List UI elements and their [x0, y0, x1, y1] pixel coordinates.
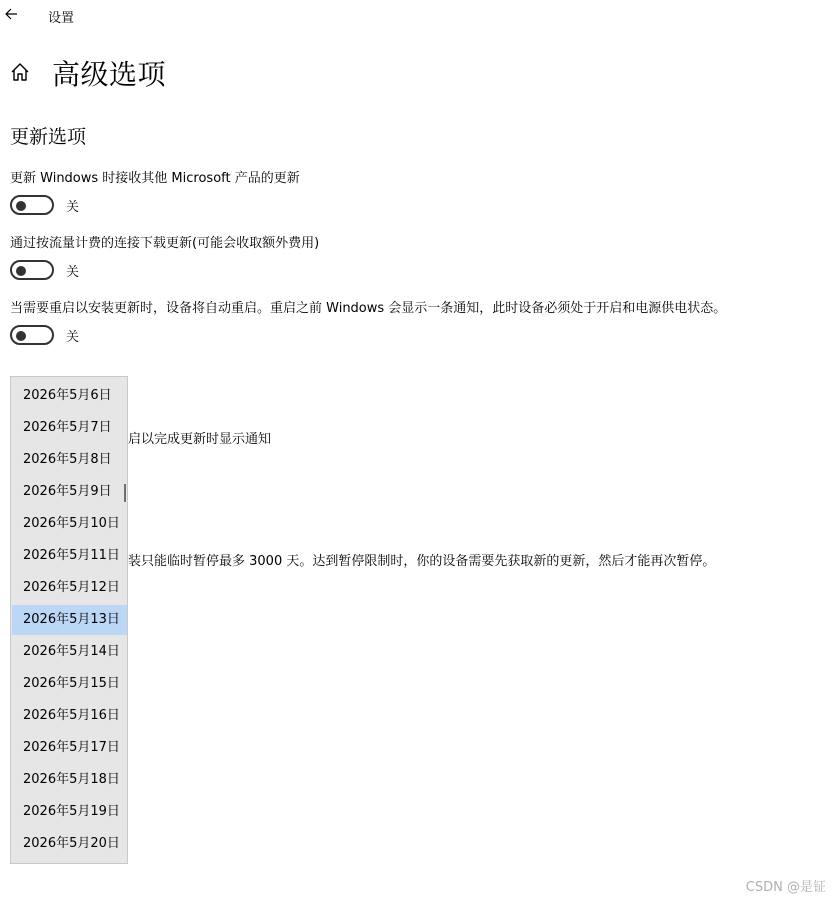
option-label-auto-restart: 当需要重启以安装更新时，设备将自动重启。重启之前 Windows 会显示一条通知，此时设备必须处于开启和电源供电状态。 — [10, 301, 727, 316]
date-option[interactable]: 2026年5月15日 — [23, 676, 120, 691]
toggle-state-label: 关 — [66, 265, 80, 280]
toggle-state-label: 关 — [66, 330, 80, 345]
date-option-selected[interactable]: 2026年5月13日 — [12, 605, 128, 635]
date-option[interactable]: 2026年5月12日 — [23, 580, 120, 595]
watermark: CSDN @是钲 — [745, 880, 826, 895]
date-option[interactable]: 2026年5月20日 — [23, 836, 120, 851]
toggle-track — [10, 260, 54, 280]
toggle-knob — [16, 331, 26, 341]
date-option[interactable]: 2026年5月10日 — [23, 516, 120, 531]
date-option[interactable]: 2026年5月18日 — [23, 772, 120, 787]
date-option[interactable]: 2026年5月16日 — [23, 708, 120, 723]
back-arrow-icon[interactable] — [4, 5, 18, 23]
dropdown-scrollbar-thumb[interactable] — [124, 484, 126, 502]
date-option[interactable]: 2026年5月7日 — [23, 420, 112, 435]
section-title-update-options: 更新选项 — [10, 126, 87, 148]
pause-date-dropdown[interactable] — [10, 376, 128, 864]
date-option[interactable]: 2026年5月11日 — [23, 548, 120, 563]
toggle-track — [10, 195, 54, 215]
home-icon[interactable] — [10, 62, 30, 82]
date-option[interactable]: 2026年5月9日 — [23, 484, 112, 499]
date-option[interactable]: 2026年5月14日 — [23, 644, 120, 659]
pause-updates-description: 装只能临时暂停最多 3000 天。达到暂停限制时，你的设备需要先获取新的更新，然后才能再次暂停。 — [128, 554, 716, 569]
title-bar — [0, 0, 836, 32]
toggle-knob — [16, 201, 26, 211]
restart-notification-label: 启以完成更新时显示通知 — [128, 432, 272, 447]
date-option[interactable]: 2026年5月19日 — [23, 804, 120, 819]
option-label-other-products: 更新 Windows 时接收其他 Microsoft 产品的更新 — [10, 171, 300, 186]
page-title: 高级选项 — [52, 58, 167, 91]
toggle-track — [10, 325, 54, 345]
toggle-knob — [16, 266, 26, 276]
app-title: 设置 — [48, 11, 75, 26]
date-option[interactable]: 2026年5月17日 — [23, 740, 120, 755]
option-label-metered-connection: 通过按流量计费的连接下载更新(可能会收取额外费用) — [10, 236, 320, 251]
date-option[interactable]: 2026年5月6日 — [23, 388, 112, 403]
toggle-state-label: 关 — [66, 200, 80, 215]
date-option[interactable]: 2026年5月8日 — [23, 452, 112, 467]
